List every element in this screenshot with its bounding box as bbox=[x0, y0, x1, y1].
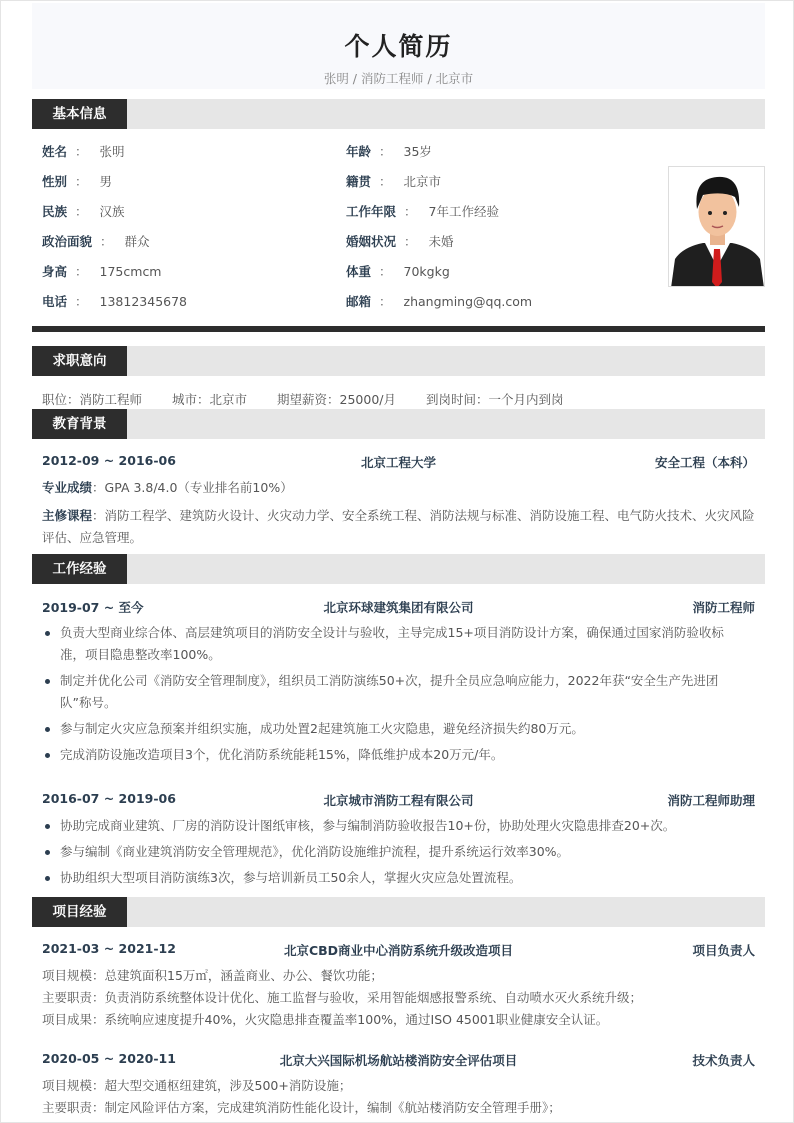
profile-photo bbox=[668, 166, 765, 287]
project-name: 北京CBD商业中心消防系统升级改造项目 bbox=[283, 943, 514, 958]
courses-value: ：消防工程学、建筑防火设计、火灾动力学、安全系统工程、消防法规与标准、消防设施工程、电气防火技术、火灾风险评估、应急管理。 bbox=[42, 508, 755, 545]
section-work bbox=[32, 554, 765, 584]
project-entry-header bbox=[42, 941, 755, 959]
work-bullet: 制定并优化公司《消防安全管理制度》，组织员工消防演练50+次，提升全员应急响应能力，2022年获“安全生产先进团队”称号。 bbox=[42, 670, 747, 714]
work-title: 消防工程师助理 bbox=[667, 793, 755, 808]
info-item bbox=[346, 294, 532, 310]
info-label: 身高 bbox=[42, 264, 68, 279]
info-item bbox=[42, 204, 125, 220]
divider-bar bbox=[32, 326, 765, 332]
info-colon: ： bbox=[404, 204, 417, 219]
section-title: 基本信息 bbox=[32, 99, 127, 129]
info-item bbox=[42, 174, 112, 190]
project-name: 北京大兴国际机场航站楼消防安全评估项目 bbox=[279, 1053, 518, 1068]
work-period: 2016-07 ~ 2019-06 bbox=[42, 791, 176, 806]
education-courses bbox=[42, 505, 755, 549]
info-value: zhangming@qq.com bbox=[403, 294, 533, 309]
info-value: 北京市 bbox=[403, 174, 442, 189]
info-label: 婚姻状况 bbox=[346, 234, 397, 249]
work-title: 消防工程师 bbox=[692, 600, 755, 615]
work-company: 北京城市消防工程有限公司 bbox=[323, 793, 474, 808]
info-item bbox=[346, 234, 454, 250]
project-entry-header bbox=[42, 1051, 755, 1069]
education-gpa bbox=[42, 477, 755, 499]
info-item bbox=[42, 144, 125, 160]
info-value: 群众 bbox=[124, 234, 150, 249]
info-label: 体重 bbox=[346, 264, 372, 279]
project-role: 技术负责人 bbox=[692, 1053, 755, 1068]
info-label: 姓名 bbox=[42, 144, 68, 159]
info-colon: ： bbox=[75, 174, 88, 189]
courses-label: 主修课程 bbox=[42, 508, 93, 523]
info-item bbox=[346, 204, 499, 220]
info-label: 工作年限 bbox=[346, 204, 397, 219]
education-entry-header bbox=[42, 453, 755, 471]
info-value: 70kgkg bbox=[403, 264, 450, 279]
project-detail: 项目成果：系统响应速度提升40%，火灾隐患排查覆盖率100%，通过ISO 45001职业健康安全认证。 bbox=[42, 1012, 609, 1027]
work-entry-header bbox=[42, 598, 755, 616]
info-colon: ： bbox=[379, 294, 392, 309]
section-title: 工作经验 bbox=[32, 554, 127, 584]
section-title: 项目经验 bbox=[32, 897, 127, 927]
info-colon: ： bbox=[379, 144, 392, 159]
project-role: 项目负责人 bbox=[692, 943, 755, 958]
education-major: 安全工程（本科） bbox=[654, 455, 755, 470]
info-label: 邮箱 bbox=[346, 294, 372, 309]
info-colon: ： bbox=[379, 264, 392, 279]
project-detail: 项目规模：超大型交通枢纽建筑，涉及500+消防设施； bbox=[42, 1078, 352, 1093]
education-school: 北京工程大学 bbox=[360, 455, 436, 470]
gpa-label: 专业成绩 bbox=[42, 480, 93, 495]
work-bullet: 完成消防设施改造项目3个，优化消防系统能耗15%，降低维护成本20万元/年。 bbox=[42, 744, 747, 766]
project-period: 2020-05 ~ 2020-11 bbox=[42, 1051, 176, 1066]
work-bullet: 协助组织大型项目消防演练3次，参与培训新员工50余人，掌握火灾应急处置流程。 bbox=[42, 867, 747, 889]
info-value: 张明 bbox=[99, 144, 125, 159]
intention-row bbox=[42, 390, 564, 408]
info-colon: ： bbox=[75, 204, 88, 219]
info-label: 政治面貌 bbox=[42, 234, 93, 249]
avatar-illustration bbox=[669, 167, 765, 287]
intention-salary: 期望薪资：25000/月 bbox=[277, 392, 397, 407]
work-bullet: 参与制定火灾应急预案并组织实施，成功处置2起建筑施工火灾隐患，避免经济损失约80万元。 bbox=[42, 718, 747, 740]
section-projects bbox=[32, 897, 765, 927]
section-title: 求职意向 bbox=[32, 346, 127, 376]
page-title: 个人简历 bbox=[344, 32, 453, 61]
work-bullets bbox=[42, 622, 747, 770]
info-item bbox=[42, 234, 150, 250]
info-colon: ： bbox=[75, 144, 88, 159]
info-value: 男 bbox=[99, 174, 113, 189]
work-entry-header bbox=[42, 791, 755, 809]
work-bullet: 协助完成商业建筑、厂房的消防设计图纸审核，参与编制消防验收报告10+份，协助处理火灾隐患排查20+次。 bbox=[42, 815, 747, 837]
info-item bbox=[42, 294, 187, 310]
work-company: 北京环球建筑集团有限公司 bbox=[323, 600, 474, 615]
work-period: 2019-07 ~ 至今 bbox=[42, 600, 144, 615]
gpa-value: ：GPA 3.8/4.0（专业排名前10%） bbox=[92, 480, 293, 495]
section-title: 教育背景 bbox=[32, 409, 127, 439]
info-label: 性别 bbox=[42, 174, 68, 189]
info-colon: ： bbox=[75, 294, 88, 309]
section-education bbox=[32, 409, 765, 439]
info-item bbox=[42, 264, 162, 280]
info-value: 未婚 bbox=[428, 234, 454, 249]
info-value: 35岁 bbox=[403, 144, 432, 159]
project-detail: 主要职责：负责消防系统整体设计优化、施工监督与验收，采用智能烟感报警系统、自动喷水灭火系统升级； bbox=[42, 990, 643, 1005]
info-item bbox=[346, 174, 441, 190]
info-item bbox=[346, 264, 450, 280]
section-intention bbox=[32, 346, 765, 376]
info-label: 籍贯 bbox=[346, 174, 372, 189]
page-subtitle: 张明 / 消防工程师 / 北京市 bbox=[323, 71, 474, 86]
work-bullets bbox=[42, 815, 747, 893]
info-colon: ： bbox=[75, 264, 88, 279]
info-colon: ： bbox=[100, 234, 113, 249]
intention-position: 职位：消防工程师 bbox=[42, 392, 143, 407]
education-period: 2012-09 ~ 2016-06 bbox=[42, 453, 176, 468]
info-value: 175cmcm bbox=[99, 264, 162, 279]
project-detail: 主要职责：制定风险评估方案，完成建筑消防性能化设计，编制《航站楼消防安全管理手册》； bbox=[42, 1100, 561, 1115]
info-colon: ： bbox=[379, 174, 392, 189]
intention-city: 城市：北京市 bbox=[172, 392, 248, 407]
info-value: 汉族 bbox=[99, 204, 125, 219]
intention-availability: 到岗时间：一个月内到岗 bbox=[426, 392, 564, 407]
info-value: 13812345678 bbox=[99, 294, 188, 309]
info-label: 民族 bbox=[42, 204, 68, 219]
info-value: 7年工作经验 bbox=[428, 204, 499, 219]
work-bullet: 负责大型商业综合体、高层建筑项目的消防安全设计与验收，主导完成15+项目消防设计方案，确保通过国家消防验收标准，项目隐患整改率100%。 bbox=[42, 622, 747, 666]
info-item bbox=[346, 144, 432, 160]
work-bullet: 参与编制《商业建筑消防安全管理规范》，优化消防设施维护流程，提升系统运行效率30%。 bbox=[42, 841, 747, 863]
info-colon: ： bbox=[404, 234, 417, 249]
section-basic-info bbox=[32, 99, 765, 129]
info-label: 电话 bbox=[42, 294, 68, 309]
info-label: 年龄 bbox=[346, 144, 372, 159]
resume-header bbox=[32, 3, 765, 89]
project-detail: 项目规模：总建筑面积15万㎡，涵盖商业、办公、餐饮功能； bbox=[42, 968, 383, 983]
project-period: 2021-03 ~ 2021-12 bbox=[42, 941, 176, 956]
